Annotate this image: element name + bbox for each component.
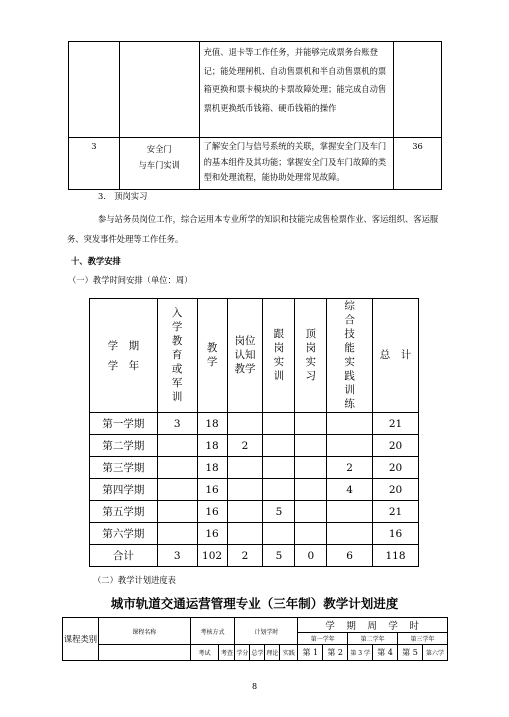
table-cell: 102 [197, 545, 227, 567]
table-cell [295, 435, 327, 457]
schedule-table [89, 298, 419, 567]
table-cell [227, 523, 263, 545]
plan-caption: （二）教学计划进度表 [93, 575, 176, 585]
section3-heading: 3. 顶岗实习 [98, 191, 148, 201]
table-cell: 18 [197, 435, 227, 457]
table-cell: 第四学期 [90, 479, 158, 501]
header-practice: 实践 [280, 645, 298, 661]
table-cell: 第一学期 [90, 413, 158, 435]
course-content-table [68, 41, 442, 190]
table-cell [157, 435, 197, 457]
table-cell [263, 413, 295, 435]
table-row [69, 138, 442, 190]
table-cell: 21 [373, 413, 419, 435]
schedule-caption: （一）教学时间安排（单位：周） [68, 275, 193, 285]
table-cell: 16 [197, 523, 227, 545]
table-cell: 2 [227, 435, 263, 457]
header-follow-training: 跟岗实训 [263, 299, 295, 413]
course-content-text: 充值、退卡等工作任务，并能够完成票务台账登记；能处理闸机、自动售票机和半自动售票机的票箱更换和票卡模块的卡票故障处理；能完成自动售票机更换纸币钱箱、硬币钱箱的操作 [203, 47, 387, 113]
header-course-name: 课程名称 [98, 618, 190, 645]
header-course-category: 课程类别 [63, 618, 99, 661]
row-number: 3 [69, 138, 120, 190]
table-cell [157, 457, 197, 479]
plan-table [62, 617, 448, 661]
table-cell: 16 [197, 501, 227, 523]
header-term-3: 第 3 学 [348, 645, 373, 661]
header-theory: 理论 [265, 645, 280, 661]
table-cell [295, 413, 327, 435]
table-cell: 18 [197, 457, 227, 479]
course-desc: 了解安全门与信号系统的关联，掌握安全门及车门的基本组件及其功能；掌握安全门及车门故障的类型和处理流程，能协助处理常见故障。 [203, 141, 387, 182]
table-cell: 4 [327, 479, 373, 501]
header-year-2: 第二学年 [348, 633, 398, 645]
table-cell [327, 501, 373, 523]
table-cell: 20 [373, 479, 419, 501]
header-internship: 顶岗实习 [295, 299, 327, 413]
cell-empty [98, 645, 190, 661]
table-cell [157, 501, 197, 523]
table-cell: 16 [197, 479, 227, 501]
table-row [90, 523, 419, 545]
course-name: 安全门 与车门实训 [119, 138, 199, 190]
table-row [90, 413, 419, 435]
table-cell: 20 [373, 457, 419, 479]
plan-title: 城市轨道交通运营管理专业（三年制）教学计划进度 [110, 596, 399, 611]
table-row-total [90, 545, 419, 567]
table-cell [227, 457, 263, 479]
header-credit-hours: 计划学时 [235, 618, 298, 645]
table-cell [295, 501, 327, 523]
table-cell [227, 413, 263, 435]
table-cell: 6 [327, 545, 373, 567]
table-cell: 第六学期 [90, 523, 158, 545]
table-row [90, 479, 419, 501]
table-cell [295, 523, 327, 545]
header-term-weeks: 学 期 周 学 时 [298, 618, 448, 633]
header-term-4: 第 4 [373, 645, 398, 661]
header-teaching: 教学 [197, 299, 227, 413]
table-cell [157, 523, 197, 545]
table-cell [227, 501, 263, 523]
table-cell [327, 413, 373, 435]
header-year-3: 第三学年 [398, 633, 448, 645]
table-cell [263, 523, 295, 545]
section10-heading: 十、教学安排 [71, 256, 121, 266]
table-cell [227, 479, 263, 501]
table-cell [295, 479, 327, 501]
table-cell: 2 [327, 457, 373, 479]
table-cell: 18 [197, 413, 227, 435]
table-cell: 0 [295, 545, 327, 567]
table-cell [327, 523, 373, 545]
table-cell [157, 479, 197, 501]
header-total: 总 计 [373, 299, 419, 413]
table-cell: 2 [227, 545, 263, 567]
table-row [90, 457, 419, 479]
schedule-header-row [90, 299, 419, 413]
header-term-1: 第 1 [298, 645, 323, 661]
header-check: 考查 [219, 645, 235, 661]
page-number: 8 [251, 682, 258, 691]
header-total-hours: 总学 [250, 645, 265, 661]
table-cell: 16 [373, 523, 419, 545]
table-cell [263, 479, 295, 501]
header-job-cognition: 岗位认知教学 [227, 299, 263, 413]
header-skills-training: 综合技能实践训练 [327, 299, 373, 413]
cell-empty [69, 42, 120, 138]
header-term: 学 期 学 年 [90, 299, 158, 413]
cell-empty [394, 42, 442, 138]
header-term-6: 第六学 [422, 645, 447, 661]
course-hours: 36 [394, 138, 442, 190]
table-cell [327, 435, 373, 457]
table-cell: 5 [263, 545, 295, 567]
table-cell: 20 [373, 435, 419, 457]
table-row [90, 435, 419, 457]
table-cell: 5 [263, 501, 295, 523]
table-row [90, 501, 419, 523]
table-cell: 21 [373, 501, 419, 523]
header-year-1: 第一学年 [298, 633, 348, 645]
table-cell: 3 [157, 413, 197, 435]
table-cell: 第五学期 [90, 501, 158, 523]
table-cell [295, 457, 327, 479]
cell-empty [119, 42, 199, 138]
table-cell: 合计 [90, 545, 158, 567]
table-cell [263, 435, 295, 457]
header-credit: 学分 [235, 645, 250, 661]
header-term-2: 第 2 [323, 645, 348, 661]
table-cell: 第三学期 [90, 457, 158, 479]
header-term-5: 第 5 [398, 645, 423, 661]
header-exam: 考试 [190, 645, 219, 661]
table-cell [263, 457, 295, 479]
table-cell: 118 [373, 545, 419, 567]
header-assess-method: 考核方式 [190, 618, 235, 645]
section3-body: 参与站务员岗位工作，综合运用本专业所学的知识和技能完成售检票作业、客运组织、客运服务、突发事件处理等工作任务。 [67, 214, 439, 244]
table-cell: 第二学期 [90, 435, 158, 457]
table-cell: 3 [157, 545, 197, 567]
header-orientation: 入学教育或军训 [157, 299, 197, 413]
